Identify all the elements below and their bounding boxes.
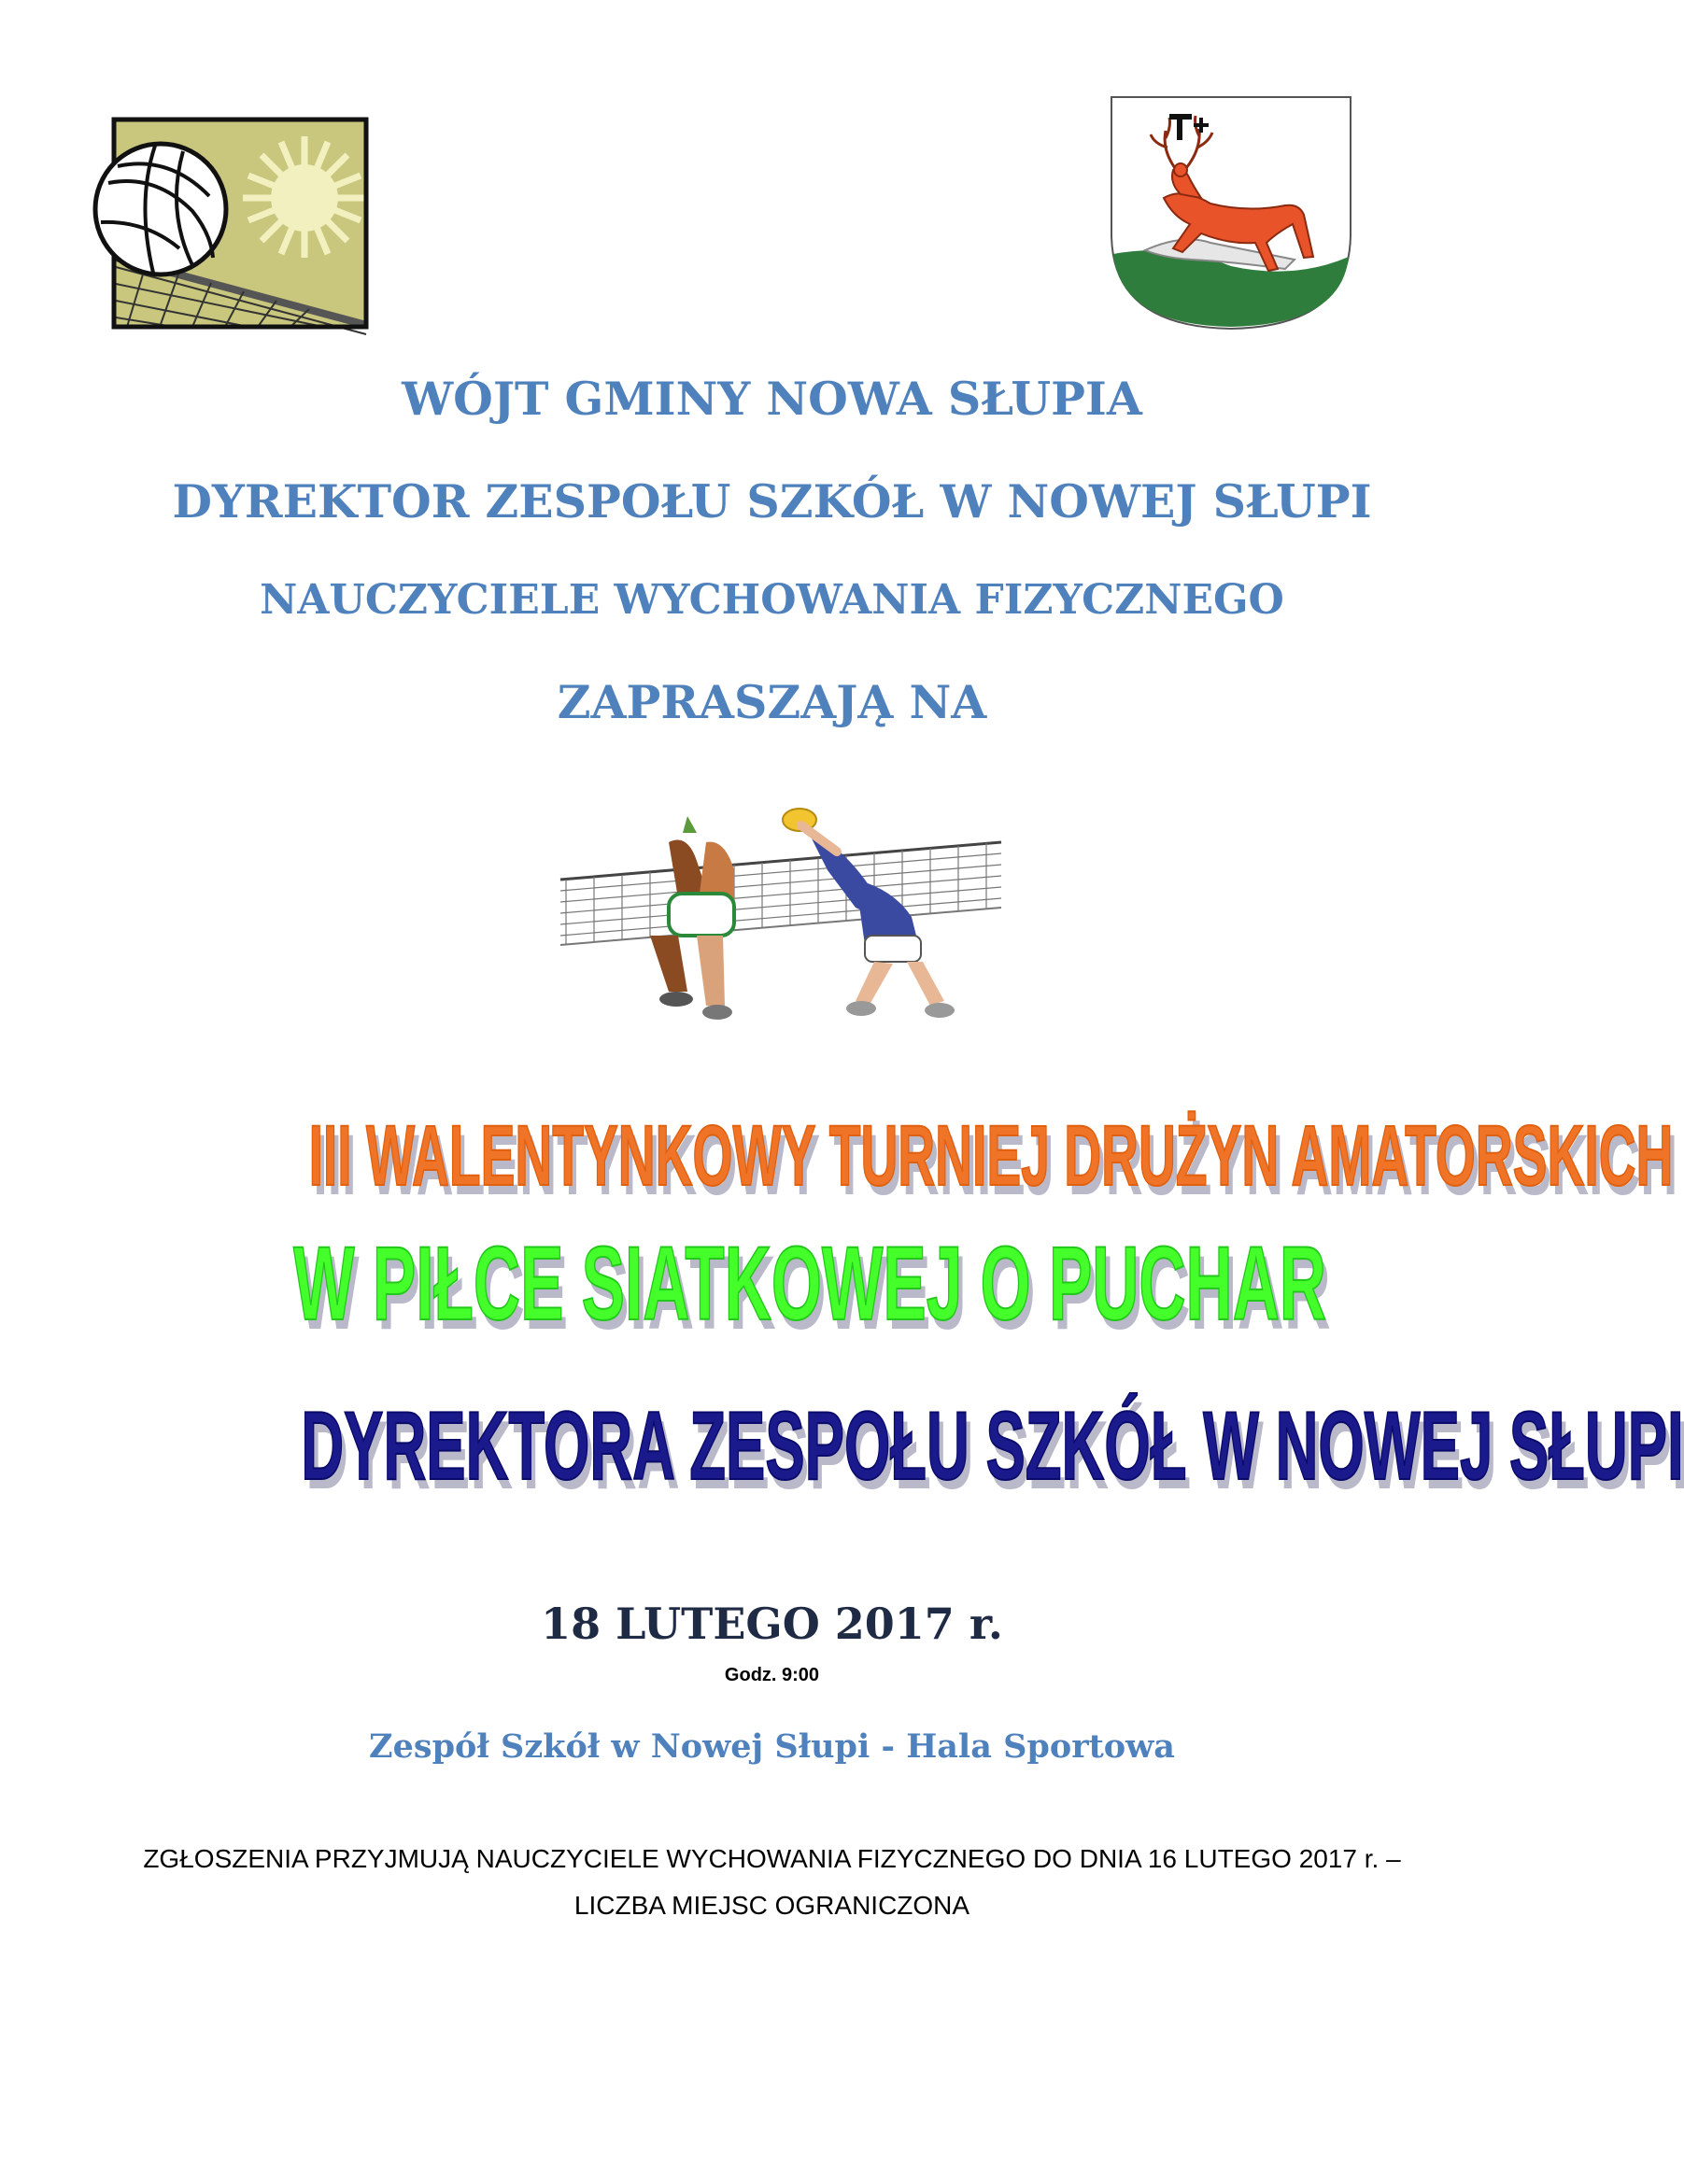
volleyball-logo (90, 118, 372, 331)
tournament-title-line-1 (308, 1106, 1674, 1209)
volleyball-players-illustration (557, 805, 1005, 1036)
tournament-title-text-2: W PIŁCE SIATKOWEJ O PUCHAR (293, 1225, 1326, 1342)
registration-notice-line-1: ZGŁOSZENIA PRZYJMUJĄ NAUCZYCIELE WYCHOWANIA FIZYCZNEGO DO DNIA 16 LUTEGO 2017 r. – (143, 1844, 1401, 1873)
tournament-title-text-3: DYREKTORA ZESPOŁU SZKÓŁ W NOWEJ SŁUPI (301, 1392, 1684, 1501)
tournament-title-text-1: III WALENTYNKOWY TURNIEJ DRUŻYN AMATORSKICH (308, 1108, 1674, 1204)
tournament-title-line-2 (293, 1223, 1326, 1345)
organizer-line-nauczyciele: NAUCZYCIELE WYCHOWANIA FIZYCZNEGO (260, 576, 1284, 624)
coat-of-arms-emblem (1108, 93, 1354, 331)
tournament-title-line-3 (301, 1391, 1684, 1513)
event-date: 18 LUTEGO 2017 r. (541, 1599, 1003, 1649)
event-venue: Zespół Szkół w Nowej Słupi - Hala Sportowa (369, 1727, 1175, 1766)
registration-notice-line-2: LICZBA MIEJSC OGRANICZONA (573, 1891, 970, 1920)
invitation-line: ZAPRASZAJĄ NA (557, 675, 987, 729)
organizer-line-wojt: WÓJT GMINY NOWA SŁUPIA (402, 372, 1142, 426)
organizer-line-dyrektor: DYREKTOR ZESPOŁU SZKÓŁ W NOWEJ SŁUPI (172, 474, 1372, 528)
event-time: Godz. 9:00 (724, 1665, 820, 1685)
